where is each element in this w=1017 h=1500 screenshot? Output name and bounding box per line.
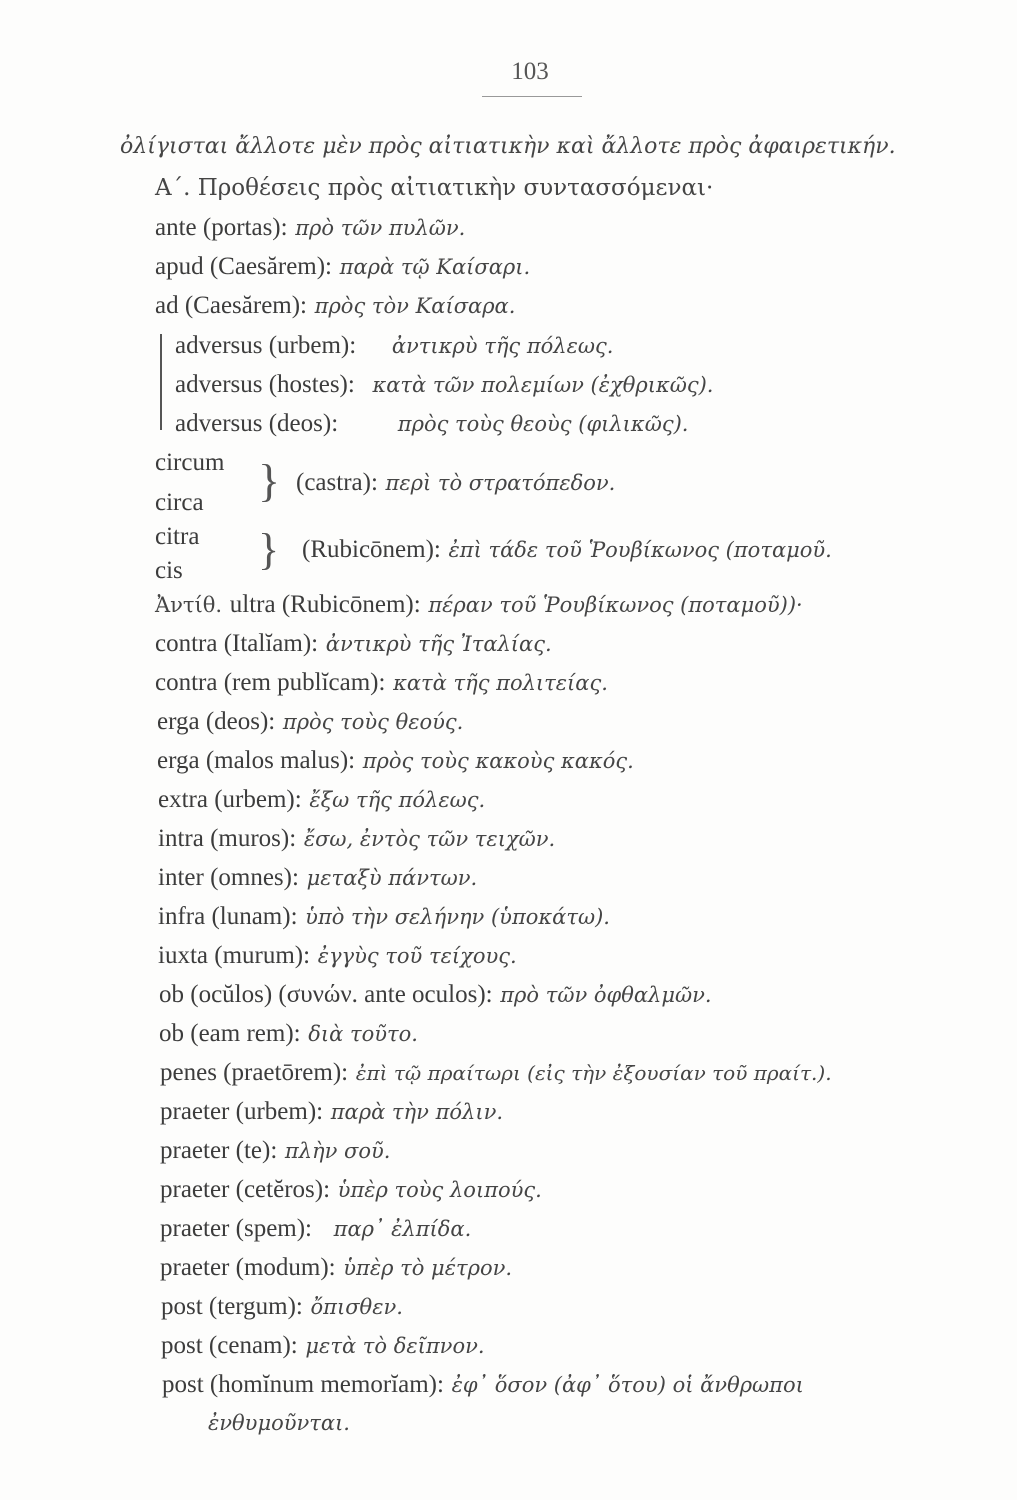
entry-row [158,901,610,932]
entry-greek: πρὸ τῶν πυλῶν. [295,216,466,240]
antith-prefix: Ἀντίθ. [155,593,223,617]
entry-latin: ad (Caesărem): [155,292,308,319]
circum-rest [296,467,615,498]
entry-latin: (castra): [296,469,378,496]
circa-word: circa [155,489,204,516]
antith-line [155,589,803,620]
entry-latin: erga (malos malus): [157,747,356,774]
continuation-line: ἐνθυμοῦνται. [208,1411,350,1435]
entry-row [158,940,517,971]
entry-row [160,1135,390,1166]
entry-latin: adversus (urbem): [175,332,357,359]
entry-latin: intra (muros): [158,825,297,852]
entry-greek: πρὸς τοὺς θεούς. [282,710,464,734]
entry-row [158,823,555,854]
entry-adversus-urbem [175,330,613,361]
entry-ante [155,212,465,243]
entry-apud [155,251,530,282]
entry-greek: μεταξὺ πάντων. [306,866,478,890]
circum-word: circum [155,449,225,476]
entry-latin: praeter (spem): [160,1215,313,1242]
entry-greek: ὑπὲρ τοὺς λοιπούς. [337,1178,542,1202]
entry-latin: penes (praetōrem): [160,1059,349,1086]
page-number-rule [482,96,582,97]
citra-rest [302,534,832,565]
entry-latin: infra (lunam): [158,903,298,930]
entry-latin: erga (deos): [157,708,276,735]
entry-latin: ante (portas): [155,214,288,241]
entry-adversus-deos [175,408,688,439]
entry-latin: praeter (urbem): [160,1098,324,1125]
entry-row [160,1057,832,1088]
entry-greek: ἀντικρὺ τῆς Ἰταλίας. [325,632,552,656]
entry-latin: extra (urbem): [158,786,302,813]
entry-greek: περὶ τὸ στρατόπεδον. [385,471,616,495]
entry-row [155,667,608,698]
entry-row [160,1252,512,1283]
entry-row [160,1096,503,1127]
entry-greek: πλὴν σοῦ. [284,1139,391,1163]
entry-adversus-hostes [175,369,713,400]
entry-latin: apud (Caesărem): [155,253,333,280]
entry-latin: praeter (cetĕros): [160,1176,331,1203]
entry-row [160,1174,542,1205]
entry-latin: contra (rem publĭcam): [155,669,386,696]
entry-greek: ἐπὶ τῷ πραίτωρι (εἰς τὴν ἐξουσίαν τοῦ πραίτ.). [355,1061,832,1085]
entry-row [155,628,552,659]
entry-greek: πρὸς τοὺς θεοὺς (φιλικῶς). [397,412,689,436]
entry-greek: ἀντικρὺ τῆς πόλεως. [391,334,614,358]
entry-latin: adversus (deos): [175,410,339,437]
entry-greek: κατὰ τῶν πολεμίων (ἐχθρικῶς). [372,373,714,397]
entry-greek: παρ᾽ ἐλπίδα. [333,1217,472,1241]
citra-word: citra [155,523,200,550]
entry-greek: ὑπὲρ τὸ μέτρον. [343,1256,513,1280]
entry-row [159,979,712,1010]
entry-row [157,706,463,737]
citra-brace: } [258,525,280,574]
circum-brace: } [258,455,281,506]
entry-greek: ἔξω τῆς πόλεως. [309,788,486,812]
entry-latin: post (homĭnum memorĭam): [162,1371,444,1398]
entry-greek: ἔσω, ἐντὸς τῶν τειχῶν. [303,827,556,851]
entry-latin: ob (eam rem): [159,1020,301,1047]
entry-greek: παρὰ τῷ Καίσαρι. [339,255,531,279]
entry-greek: ἐγγὺς τοῦ τείχους. [317,944,517,968]
entry-latin: ob (ocŭlos) (συνών. ante oculos): [159,981,493,1008]
adversus-brace [160,334,162,430]
entry-latin: adversus (hostes): [175,371,355,398]
entry-greek: ὄπισθεν. [310,1295,403,1319]
entry-row [158,862,477,893]
section-heading [155,172,713,203]
entry-latin: inter (omnes): [158,864,299,891]
entry-latin: ultra (Rubicōnem): [229,591,421,618]
entry-latin: iuxta (murum): [158,942,311,969]
entry-greek: πρὸς τὸν Καίσαρα. [314,294,516,318]
entry-latin: praeter (modum): [160,1254,336,1281]
entry-row [161,1330,485,1361]
entry-greek: ἐπὶ τάδε τοῦ Ῥουβίκωνος (ποταμοῦ. [448,538,832,562]
entry-latin: post (cenam): [161,1332,298,1359]
entry-row [157,745,634,776]
entry-greek: πέραν τοῦ Ῥουβίκωνος (ποταμοῦ))· [428,593,803,617]
entry-greek: παρὰ τὴν πόλιν. [330,1100,504,1124]
entry-latin: (Rubicōnem): [302,536,441,563]
entry-ad [155,290,515,321]
entry-row [162,1369,804,1400]
entry-greek: κατὰ τῆς πολιτείας. [393,671,608,695]
intro-line: ὀλίγισται ἄλλοτε μὲν πρὸς αἰτιατικὴν καὶ ἄλλοτε πρὸς ἀφαιρετικήν. [120,134,896,159]
page-number: 103 [511,58,549,85]
entry-greek: διὰ τοῦτο. [308,1022,418,1046]
entry-greek: πρὸ τῶν ὀφθαλμῶν. [500,983,712,1007]
entry-greek: μετὰ τὸ δεῖπνον. [305,1334,485,1358]
entry-latin: post (tergum): [161,1293,303,1320]
entry-row [160,1213,471,1244]
cis-word: cis [155,557,183,584]
entry-greek: πρὸς τοὺς κακοὺς κακός. [362,749,634,773]
entry-latin: contra (Italĭam): [155,630,319,657]
entry-row [159,1018,418,1049]
entry-greek: ἐφ᾽ ὅσον (ἀφ᾽ ὅτου) οἱ ἄνθρωποι [451,1373,804,1397]
entry-latin: praeter (te): [160,1137,278,1164]
section-heading-text: Α΄. Προθέσεις πρὸς αἰτιατικὴν συντασσόμεναι· [155,175,714,201]
entry-greek: ὑπὸ τὴν σελήνην (ὑποκάτω). [305,905,610,929]
entry-row [158,784,485,815]
entry-row [161,1291,403,1322]
